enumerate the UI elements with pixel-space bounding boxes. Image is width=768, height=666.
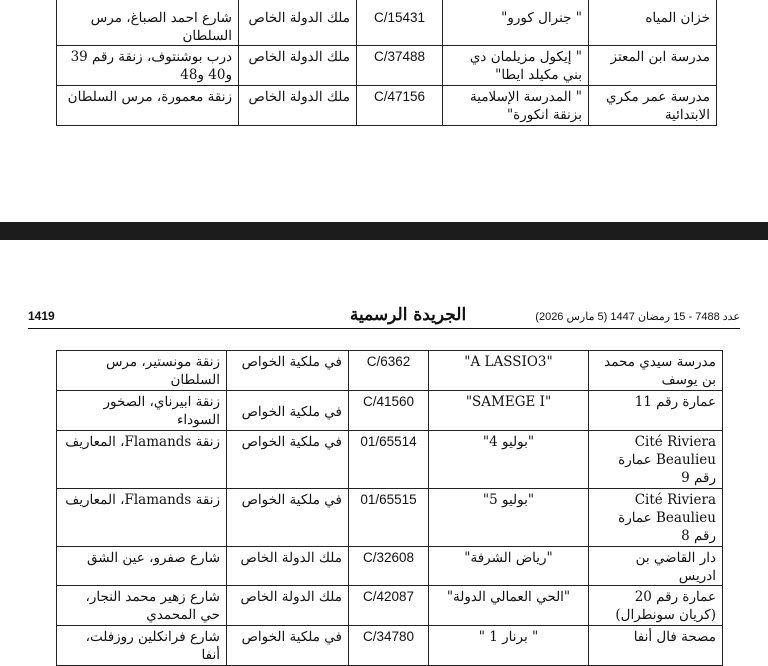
issue-info: عدد 7488 - 15 رمضان 1447 (5 مارس 2026) [535, 311, 740, 323]
page-separator [0, 222, 768, 240]
ownership-status: في ملكية الخواص [227, 626, 349, 666]
table-row [57, 0, 717, 46]
title-number: C/15431 [357, 0, 443, 46]
title-number: C/6362 [349, 351, 429, 391]
title-number: 01/65514 [349, 431, 429, 489]
ownership-status: في ملكية الخواص [227, 391, 349, 431]
property-title: " جنرال كورو" [443, 0, 589, 46]
table-row [57, 86, 717, 126]
property-location: شارع زهير محمد النجار، حي المحمدي [57, 586, 227, 626]
property-title: "A LASSIO3" [429, 351, 589, 391]
property-title: "بوليو 4" [429, 431, 589, 489]
ownership-status: ملك الدولة الخاص [239, 86, 357, 126]
property-name: عمارة رقم 11 [589, 391, 723, 431]
ownership-status: ملك الدولة الخاص [239, 46, 357, 86]
title-number: C/41560 [349, 391, 429, 431]
property-location: زنقة ابيرناي، الصخور السوداء [57, 391, 227, 431]
property-title: " برنار 1 " [429, 626, 589, 666]
property-location: زنقة Flamands، المعاريف [57, 489, 227, 547]
property-title: "الحي العمالي الدولة" [429, 586, 589, 626]
title-number: 01/65515 [349, 489, 429, 547]
property-location: زنقة Flamands، المعاريف [57, 431, 227, 489]
property-title: " المدرسة الإسلامية بزنقة انكورة" [443, 86, 589, 126]
property-title: "رياض الشرفة" [429, 547, 589, 586]
property-name: Cité Riviera Beaulieu عمارة رقم 8 [589, 489, 723, 547]
table-row [57, 547, 723, 586]
title-number: C/32608 [349, 547, 429, 586]
property-name: Cité Riviera Beaulieu عمارة رقم 9 [589, 431, 723, 489]
ownership-status: في ملكية الخواص [227, 351, 349, 391]
property-location: زنقة معمورة، مرس السلطان [57, 86, 239, 126]
gazette-title: الجريدة الرسمية [349, 305, 467, 325]
ownership-status: ملك الدولة الخاص [227, 547, 349, 586]
property-location: زنقة مونستير، مرس السلطان [57, 351, 227, 391]
table-row [57, 46, 717, 86]
property-location: درب بوشنتوف، زنقة رقم 39 و40 و48 [57, 46, 239, 86]
table-row [57, 489, 723, 547]
property-table-top [56, 0, 717, 126]
ownership-status: في ملكية الخواص [227, 489, 349, 547]
page-top [0, 0, 768, 222]
property-name: مدرسة عمر مكري الابتدائية [589, 86, 717, 126]
property-location: شارع فرانكلين روزفلت، أنفا [57, 626, 227, 666]
title-number: C/37488 [357, 46, 443, 86]
table-row [57, 626, 723, 666]
title-number: C/42087 [349, 586, 429, 626]
page-number: 1419 [28, 309, 55, 323]
ownership-status: ملك الدولة الخاص [239, 0, 357, 46]
property-name: خزان المياه [589, 0, 717, 46]
property-name: مدرسة سيدي محمد بن يوسف [589, 351, 723, 391]
title-number: C/47156 [357, 86, 443, 126]
ownership-status: في ملكية الخواص [227, 431, 349, 489]
property-name: مدرسة ابن المعتز [589, 46, 717, 86]
property-title: "SAMEGE I" [429, 391, 589, 431]
table-row [57, 351, 723, 391]
property-name: دار القاضي بن ادريس [589, 547, 723, 586]
table-row [57, 431, 723, 489]
property-location: شارع احمد الصباغ، مرس السلطان [57, 0, 239, 46]
property-name: عمارة رقم 20 (كريان سونطرال) [589, 586, 723, 626]
ownership-status: ملك الدولة الخاص [227, 586, 349, 626]
running-header [28, 306, 740, 329]
property-title: " إيكول مزيلمان دي بني مكيلد ايطا" [443, 46, 589, 86]
property-table-bottom [56, 350, 723, 666]
property-title: "بوليو 5" [429, 489, 589, 547]
table-row [57, 391, 723, 431]
table-row [57, 586, 723, 626]
property-name: مصحة فال أنفا [589, 626, 723, 666]
title-number: C/34780 [349, 626, 429, 666]
property-location: شارع صفرو، عين الشق [57, 547, 227, 586]
